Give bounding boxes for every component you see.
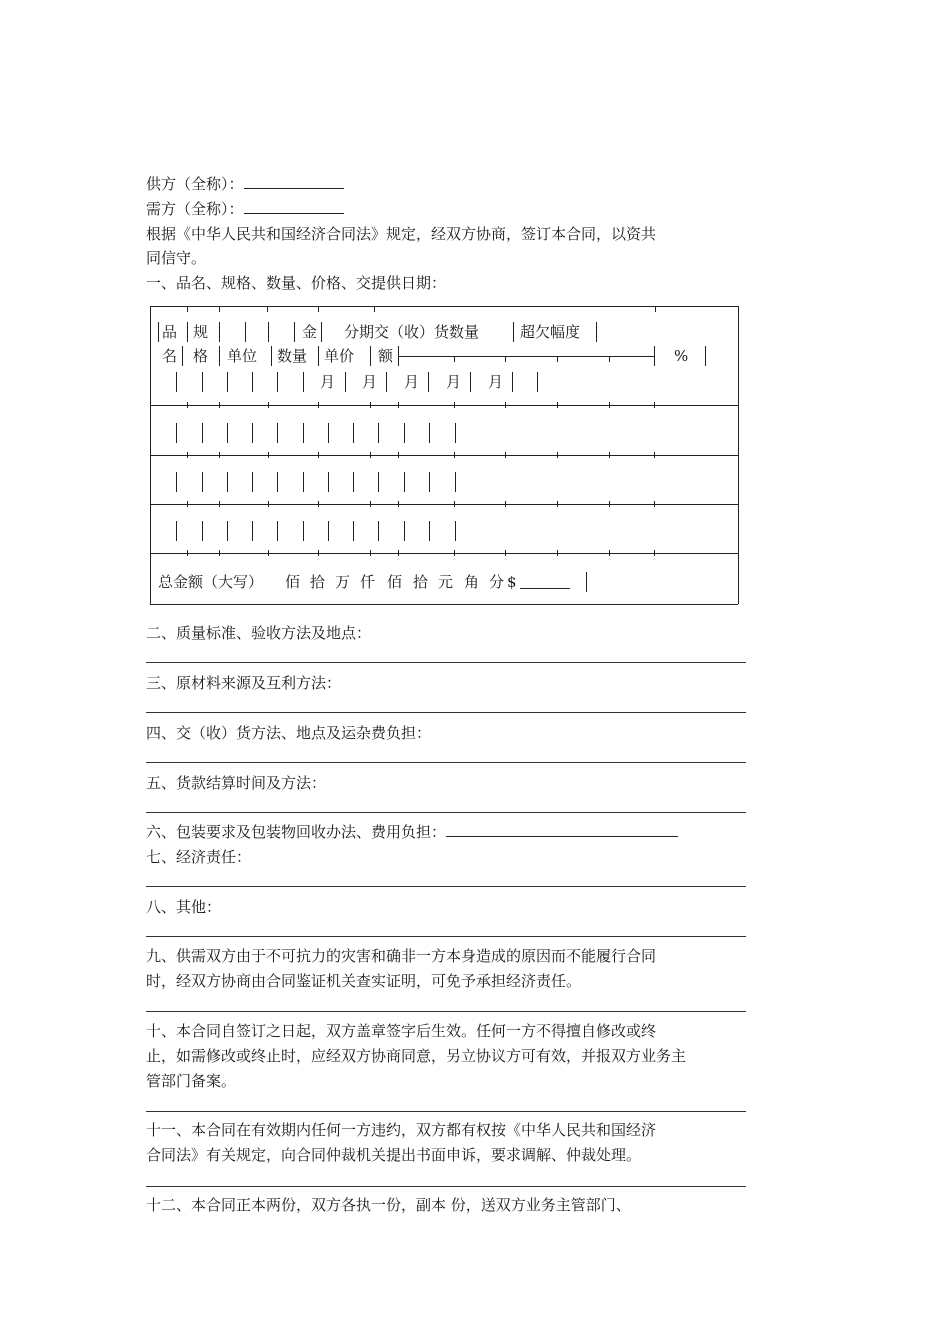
section-5-title: 五、货款结算时间及方法： — [146, 774, 327, 792]
percent-sign: % — [674, 347, 689, 365]
section-12-part-1: 十二、本合同正本两份，双方各执一份，副本 — [146, 1196, 447, 1214]
tolerance-header: 超欠幅度 — [520, 323, 581, 341]
col-product-top: 品 — [162, 323, 178, 341]
table-right-border — [738, 306, 739, 604]
month-label-4: 月 — [446, 373, 462, 391]
section-9-line-1: 九、供需双方由于不可抗力的灾害和确非一方本身造成的原因而不能履行合同 — [146, 947, 657, 965]
section-3-fill-line[interactable] — [146, 712, 746, 713]
section-2-fill-line[interactable] — [146, 662, 746, 663]
section-10-line-1: 十、本合同自签订之日起，双方盖章签字后生效。任何一方不得擅自修改或终 — [146, 1022, 657, 1040]
preamble-line-2: 同信守。 — [146, 249, 207, 267]
section-7-title: 七、经济责任： — [146, 848, 252, 866]
section-6-title: 六、包装要求及包装物回收办法、费用负担： — [146, 823, 447, 841]
row-separator — [150, 504, 738, 505]
col-spec-top: 规 — [193, 323, 209, 341]
total-unit-bai-2: 佰 — [387, 573, 403, 591]
section-1-title: 一、品名、规格、数量、价格、交提供日期： — [146, 274, 447, 292]
total-unit-bai-1: 佰 — [285, 573, 301, 591]
supplier-label: 供方（全称）： — [146, 175, 244, 193]
col-unit-price: 单价 — [324, 347, 355, 365]
section-11-fill-line[interactable] — [146, 1186, 746, 1187]
section-3-title: 三、原材料来源及互利方法： — [146, 674, 342, 692]
section-12-line — [146, 1195, 631, 1215]
installment-header: 分期交（收）货数量 — [344, 323, 480, 341]
section-2-title: 二、质量标准、验收方法及地点： — [146, 624, 372, 642]
section-6-line — [146, 822, 678, 842]
preamble-line-1: 根据《中华人民共和国经济合同法》规定，经双方协商，签订本合同，以资共 — [146, 225, 657, 243]
table-bottom-border — [150, 604, 738, 605]
total-unit-fen: 分 — [489, 573, 505, 591]
total-amount-label: 总金额（大写） — [158, 573, 264, 591]
month-label-5: 月 — [488, 373, 504, 391]
goods-table — [0, 0, 950, 620]
section-8-fill-line[interactable] — [146, 936, 746, 937]
section-7-fill-line[interactable] — [146, 886, 746, 887]
section-9-line-2: 时，经双方协商由合同鉴证机关查实证明，可免予承担经济责任。 — [146, 972, 582, 990]
table-row — [0, 521, 950, 541]
section-8-title: 八、其他： — [146, 898, 222, 916]
month-label-1: 月 — [320, 373, 336, 391]
section-4-title: 四、交（收）货方法、地点及运杂费负担： — [146, 724, 432, 742]
section-6-blank[interactable] — [446, 822, 678, 837]
currency-sign: $ — [507, 573, 517, 591]
col-amount-bottom: 额 — [378, 347, 394, 365]
row-separator — [150, 405, 738, 406]
section-5-fill-line[interactable] — [146, 812, 746, 813]
table-row — [0, 423, 950, 443]
col-unit: 单位 — [227, 347, 258, 365]
section-11-line-2: 合同法》有关规定，向合同仲裁机关提出书面申诉，要求调解、仲裁处理。 — [146, 1146, 642, 1164]
buyer-label: 需方（全称）： — [146, 200, 244, 218]
total-unit-yuan: 元 — [438, 573, 454, 591]
col-quantity: 数量 — [277, 347, 308, 365]
section-10-line-3: 管部门备案。 — [146, 1072, 237, 1090]
section-11-line-1: 十一、本合同在有效期内任何一方违约，双方都有权按《中华人民共和国经济 — [146, 1121, 657, 1139]
month-label-3: 月 — [404, 373, 420, 391]
section-10-line-2: 止，如需修改或终止时，应经双方协商同意，另立协议方可有效，并报双方业务主 — [146, 1047, 687, 1065]
col-amount-top: 金 — [302, 323, 318, 341]
col-product-bottom: 名 — [162, 347, 178, 365]
section-4-fill-line[interactable] — [146, 762, 746, 763]
row-separator — [150, 455, 738, 456]
row-separator — [150, 553, 738, 554]
total-amount-blank[interactable] — [520, 574, 570, 589]
total-unit-shi-1: 拾 — [310, 573, 326, 591]
total-unit-shi-2: 拾 — [413, 573, 429, 591]
total-unit-jiao: 角 — [464, 573, 480, 591]
total-row — [0, 572, 950, 592]
total-unit-qian: 仟 — [360, 573, 376, 591]
table-row — [0, 472, 950, 492]
section-10-fill-line[interactable] — [146, 1111, 746, 1112]
month-label-2: 月 — [362, 373, 378, 391]
section-9-fill-line[interactable] — [146, 1011, 746, 1012]
total-unit-wan: 万 — [335, 573, 351, 591]
table-top-border — [150, 306, 738, 307]
col-spec-bottom: 格 — [193, 347, 209, 365]
section-12-part-2: 份，送双方业务主管部门、 — [450, 1196, 631, 1214]
